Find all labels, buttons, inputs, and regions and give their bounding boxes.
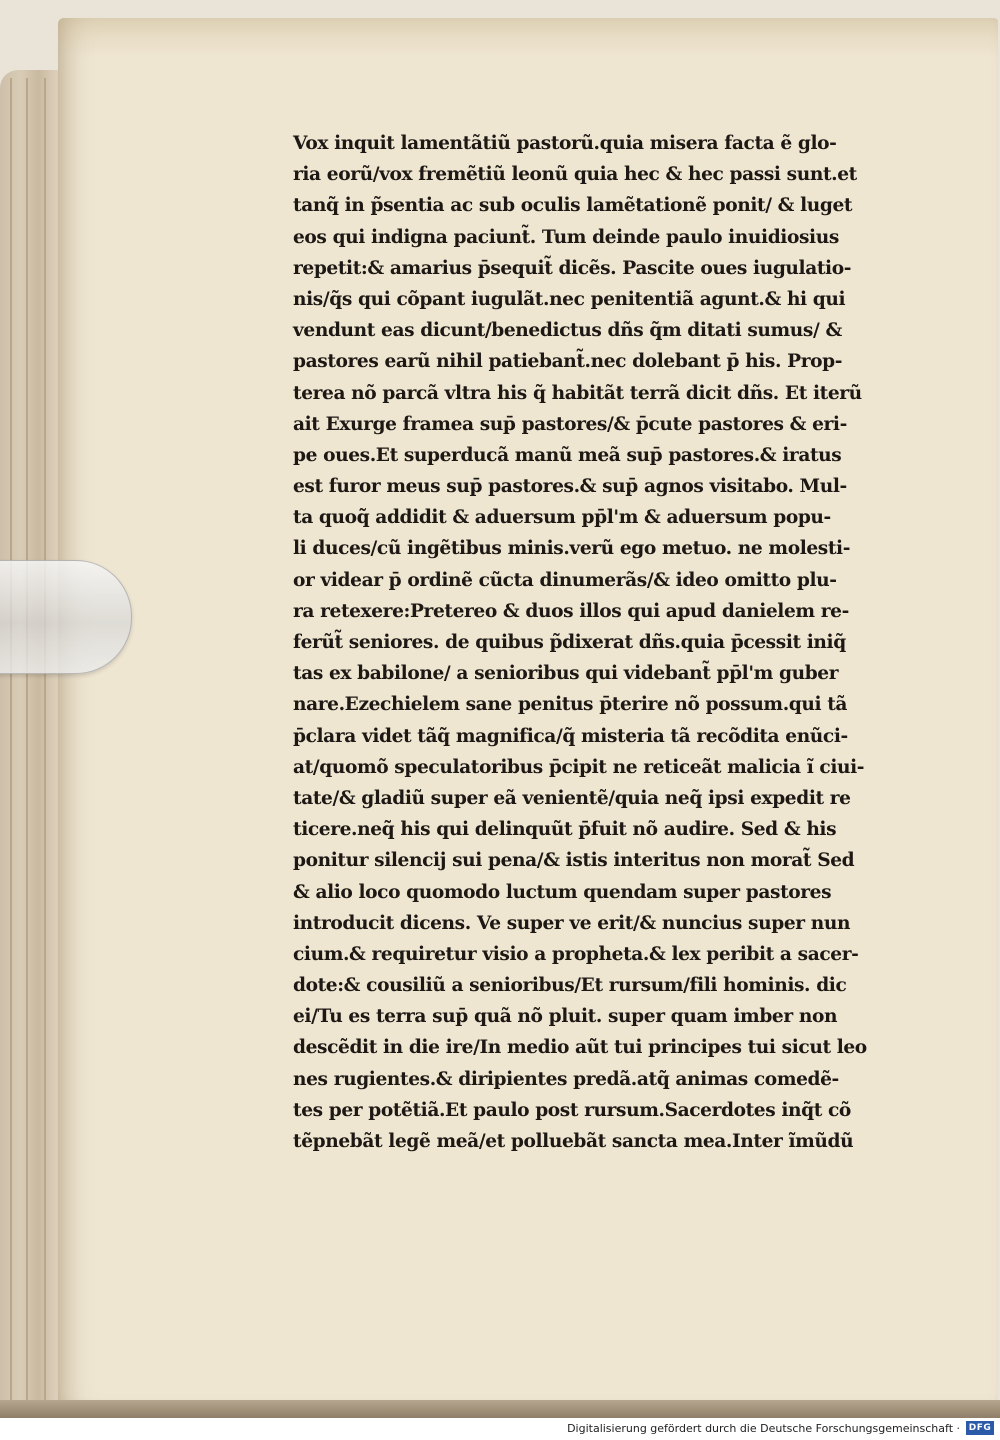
text-line: terea nõ parcã vltra his q̃ habitãt terrã dicit dñs. Et iterũ xyxy=(293,382,862,404)
text-line: tẽpnebãt legẽ meã/et polluebãt sancta mea.Inter ĩmũdũ xyxy=(293,1131,854,1152)
text-line: introducit dicens. Ve super ve erit/& nuncius super nun xyxy=(293,912,851,934)
plastic-page-clip xyxy=(0,560,132,674)
page-edge xyxy=(26,78,28,1405)
text-line: dote:& cousiliũ a senioribus/Et rursum/fili hominis. dic xyxy=(293,975,847,997)
text-line: tanq̃ in p̃sentia ac sub oculis lamẽtationẽ ponit/ & luget xyxy=(293,195,853,217)
book-bottom-edge xyxy=(0,1400,1000,1418)
footer-credit: Digitalisierung gefördert durch die Deutsche Forschungsgemeinschaft · xyxy=(567,1422,960,1435)
text-line: ait Exurge framea sup̄ pastores/& p̄cute pastores & eri- xyxy=(293,413,847,435)
text-line: Vox inquit lamentãtiũ pastorũ.quia misera facta ẽ glo- xyxy=(293,133,837,154)
text-line: ticere.neq̃ his qui delinquũt p̄fuit nõ audire. Sed & his xyxy=(293,819,837,841)
page-edge xyxy=(44,78,46,1405)
text-line: tate/& gladiũ super eã venientẽ/quia neq̃ ipsi expedit re xyxy=(293,787,851,809)
text-line: tes per potẽtiã.Et paulo post rursum.Sacerdotes inq̃t cõ xyxy=(293,1099,851,1121)
text-line: nare.Ezechielem sane penitus p̄terire nõ possum.qui tã xyxy=(293,694,848,716)
text-line: descẽdit in die ire/In medio aũt tui principes tui sicut leo xyxy=(293,1037,867,1059)
text-line: est furor meus sup̄ pastores.& sup̄ agnos visitabo. Mul- xyxy=(293,476,847,498)
text-line: li duces/cũ ingẽtibus minis.verũ ego metuo. ne molesti- xyxy=(293,538,851,560)
text-line: nis/q̃s qui cõpant iugulãt.nec penitentiã agunt.& hi qui xyxy=(293,288,846,310)
text-line: or videar p̄ ordinẽ cũcta dinumerãs/& ideo omitto plu- xyxy=(293,569,837,591)
text-line: tas ex babilone/ a senioribus qui videbant̃ pp̄l'm guber xyxy=(293,663,839,685)
text-line: ria eorũ/vox fremẽtiũ leonũ quia hec & hec passi sunt.et xyxy=(293,164,857,186)
text-line: ponitur silencij sui pena/& istis interitus non morat̃ Sed xyxy=(293,850,855,872)
text-line: cium.& requiretur visio a propheta.& lex peribit a sacer- xyxy=(293,943,859,965)
text-line: ra retexere:Pretereo & duos illos qui apud danielem re- xyxy=(293,600,849,622)
text-line: nes rugientes.& diripientes predã.atq̃ animas comedẽ- xyxy=(293,1068,839,1090)
text-line: p̄clara videt tãq̃ magnifica/q̃ misteria tã recõdita enũci- xyxy=(293,725,848,747)
text-line: & alio loco quomodo luctum quendam super pastores xyxy=(293,881,832,903)
footer xyxy=(0,1418,1000,1440)
text-line: ferũt̃ seniores. de quibus p̃dixerat dñs.quia p̄cessit iniq̃ xyxy=(293,632,846,653)
text-line: ta quoq̃ addidit & aduersum pp̄l'm & aduersum popu- xyxy=(293,507,831,529)
page-edge xyxy=(10,78,12,1405)
text-line: repetit:& amarius p̄sequit̃ dicẽs. Pascite oues iugulatio- xyxy=(293,257,852,279)
page-stain xyxy=(58,18,998,58)
text-line: pastores earũ nihil patiebant̃.nec dolebant p̄ his. Prop- xyxy=(293,351,843,373)
text-line: eos qui indigna paciunt̃. Tum deinde paulo inuidiosius xyxy=(293,226,839,248)
text-line: at/quomõ speculatoribus p̄cipit ne reticeãt malicia ĩ ciui- xyxy=(293,756,865,778)
text-block xyxy=(293,128,913,1157)
dfg-logo: DFG xyxy=(966,1421,994,1435)
text-line: pe oues.Et superducã manũ meã sup̄ pastores.& iratus xyxy=(293,444,842,466)
text-line: vendunt eas dicunt/benedictus dñs q̃m ditati sumus/ & xyxy=(293,320,842,342)
text-line: ei/Tu es terra sup̄ quã nõ pluit. super quam imber non xyxy=(293,1006,838,1028)
